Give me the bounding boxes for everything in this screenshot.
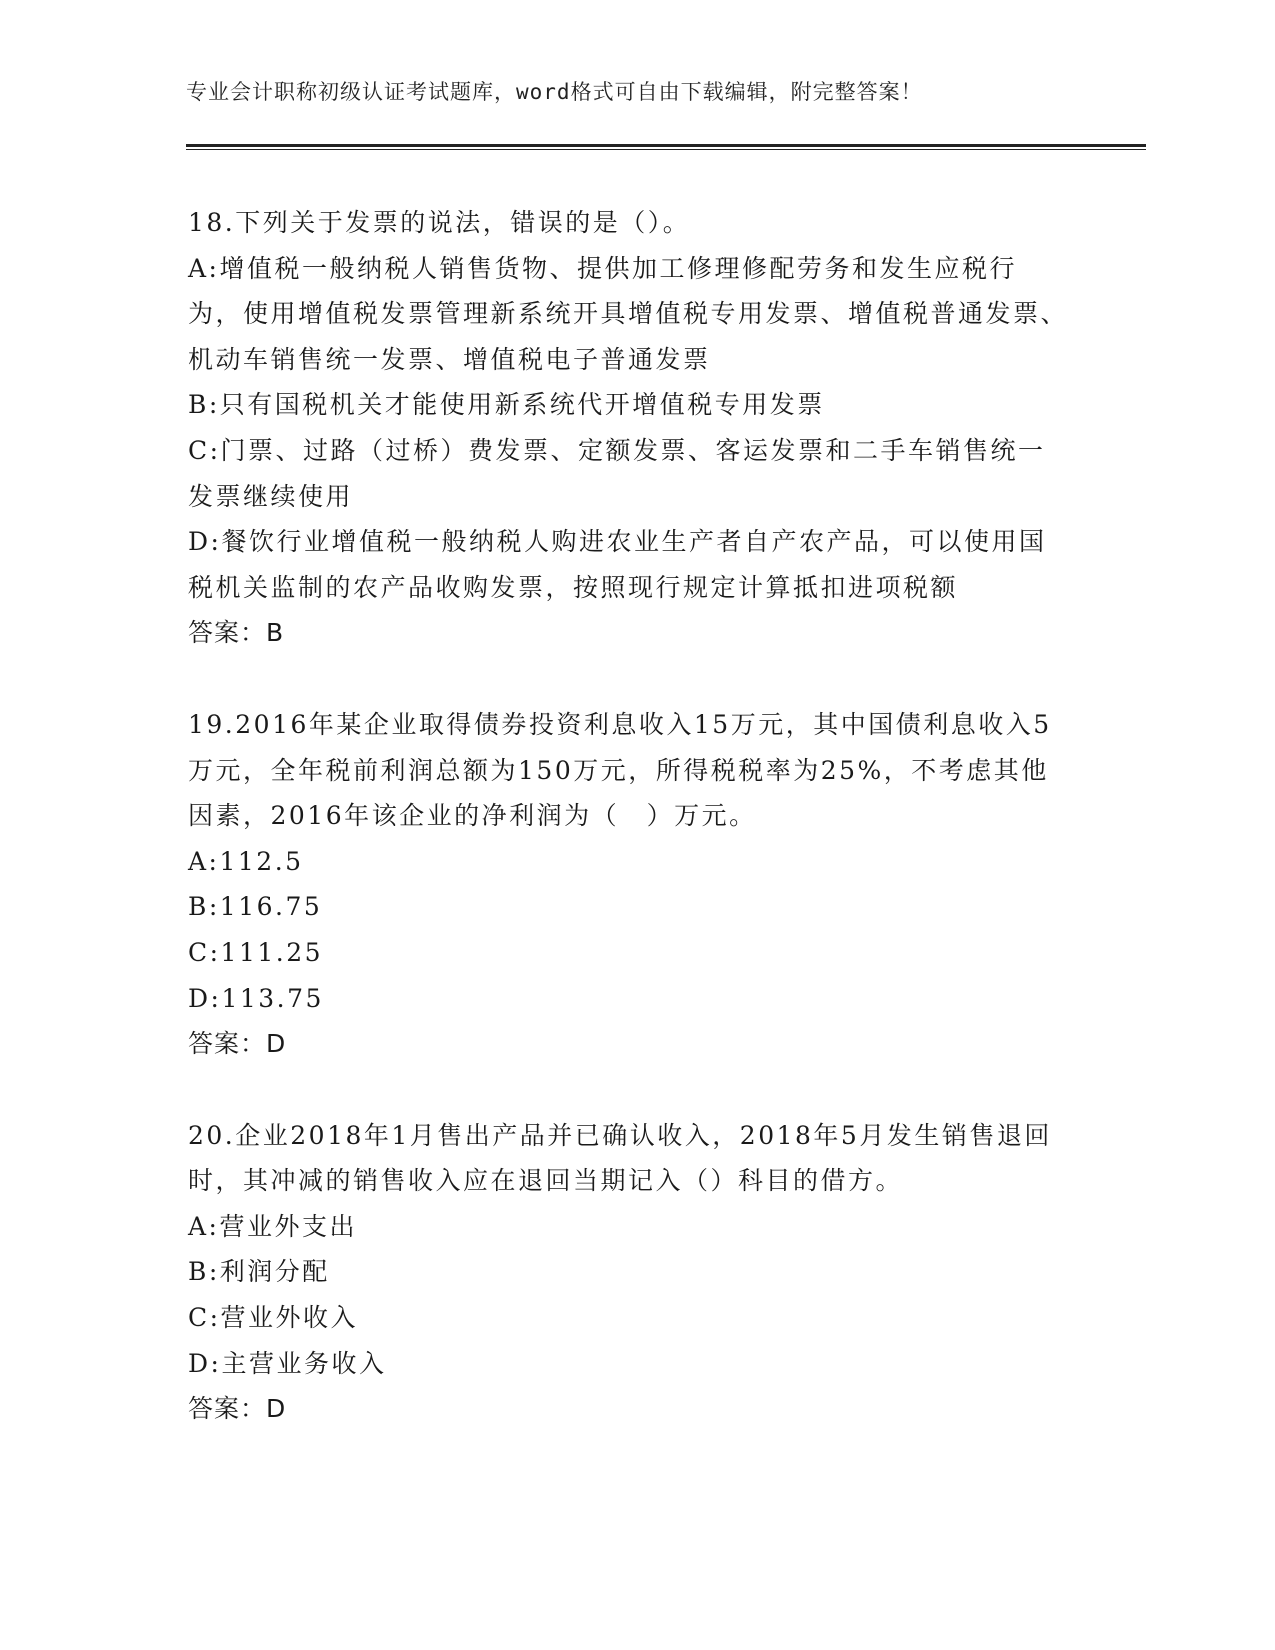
- question-stem: 20.企业2018年1月售出产品并已确认收入，2018年5月发生销售退回时，其冲减的销售收入应在退回当期记入（）科目的借方。: [188, 1120, 1052, 1196]
- question-stem: 19.2016年某企业取得债券投资利息收入15万元，其中国债利息收入5万元，全年税前利润总额为150万元，所得税税率为25%，不考虑其他因素，2016年该企业的净利润为（ ）万元。: [188, 709, 1052, 831]
- answer: 答案：B: [188, 618, 285, 648]
- header-divider-thin: [186, 149, 1146, 150]
- option-c: C:营业外收入: [188, 1303, 359, 1333]
- option-d: D:主营业务收入: [188, 1348, 387, 1378]
- option-d: D:餐饮行业增值税一般纳税人购进农业生产者自产农产品，可以使用国税机关监制的农产品收购发票，按照现行规定计算抵扣进项税额: [188, 527, 1047, 602]
- question-19: [188, 702, 1068, 1067]
- option-a: A:112.5: [188, 846, 304, 876]
- option-c: C:111.25: [188, 937, 324, 967]
- option-c: C:门票、过路（过桥）费发票、定额发票、客运发票和二手车销售统一发票继续使用: [188, 435, 1046, 511]
- option-a: A:增值税一般纳税人销售货物、提供加工修理修配劳务和发生应税行为，使用增值税发票管理新系统开具增值税专用发票、增值税普通发票、机动车销售统一发票、增值税电子普通发票: [188, 253, 1069, 374]
- answer: 答案：D: [188, 1029, 287, 1059]
- option-b: B:只有国税机关才能使用新系统代开增值税专用发票: [188, 390, 825, 420]
- question-20: [188, 1113, 1068, 1432]
- option-b: B:利润分配: [188, 1257, 330, 1287]
- option-a: A:营业外支出: [188, 1211, 357, 1241]
- question-18: [188, 200, 1068, 656]
- option-b: B:116.75: [188, 892, 323, 922]
- option-d: D:113.75: [188, 983, 324, 1013]
- header-divider: [186, 144, 1146, 147]
- answer: 答案：D: [188, 1394, 287, 1424]
- question-list: [188, 200, 1068, 1478]
- question-stem: 18.下列关于发票的说法，错误的是（）。: [188, 208, 691, 237]
- page-header: 专业会计职称初级认证考试题库，word格式可自由下载编辑，附完整答案！: [186, 80, 923, 104]
